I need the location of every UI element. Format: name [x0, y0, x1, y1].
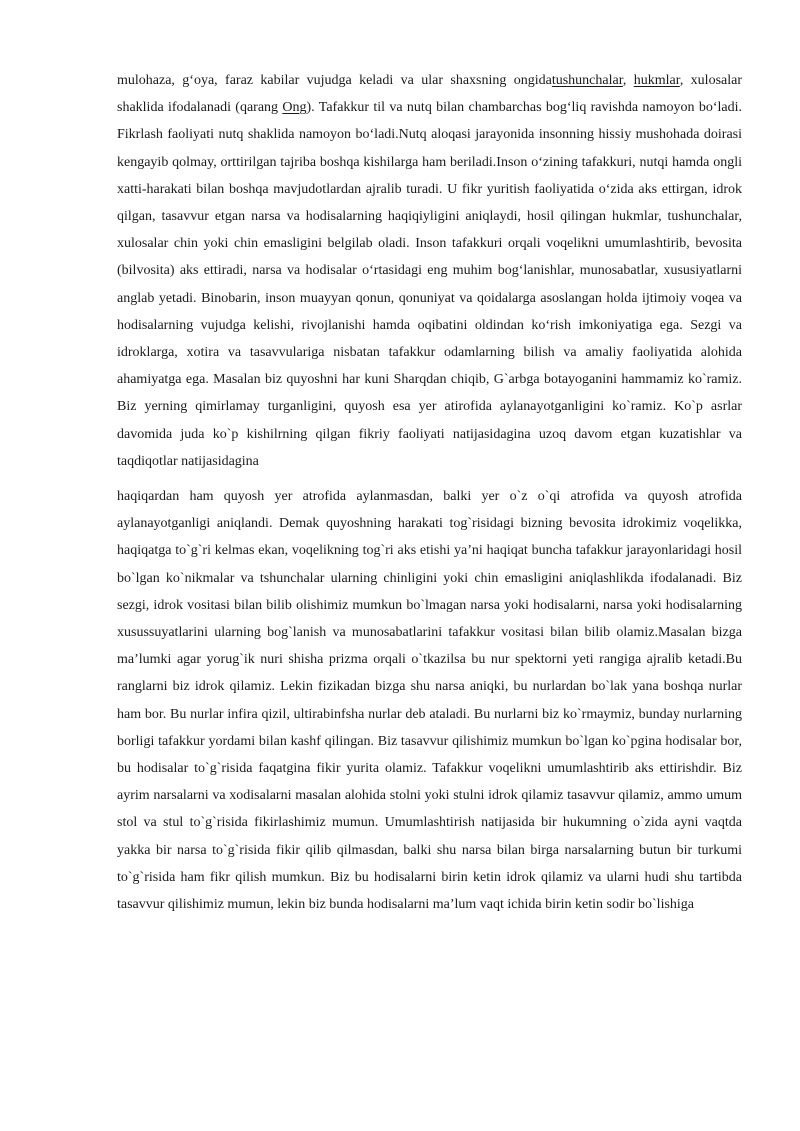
paragraph-1-text-start: mulohaza, g‘oya, faraz kabilar vujudga keladi va ular shaxsning ongida: [117, 73, 552, 88]
document-page: [117, 67, 742, 918]
link-tushunchalar[interactable]: tushunchalar: [551, 73, 623, 88]
paragraph-1-text-mid: , xulosalar shaklida ifodalanadi (qarang: [117, 73, 742, 116]
link-hukmlar[interactable]: hukmlar: [633, 73, 680, 88]
separator-comma: ,: [622, 73, 634, 88]
paragraph-1-text-rest: ). Tafakkur til va nutq bilan chambarchas bog‘liq ravishda namoyon bo‘ladi. Fikrlash faoliyati nutq shaklida namoyon bo‘ladi.Nutq aloqasi jarayonida insonning hissiy mushohada doirasi kengayib qolmay, orttirilgan tajriba boshqa kishilarga ham beriladi.Inson o‘zining tafakkuri, nutqi hamda ongli xatti-harakati bilan boshqa mavjudotlardan ajralib turadi. U fikr yuritish faoliyatida o‘zida aks ettirgan, idrok qilgan, tasavvur etgan narsa va hodisalarning haqiqiyligini aniqlaydi, hosil qilingan hukmlar, tushunchalar, xulosalar chin yoki chin emasligini belgilab oladi. Inson tafakkuri orqali voqelikni umumlashtirib, bevosita (bilvosita) aks ettiradi, narsa va hodisalar o‘rtasidagi eng muhim bog‘lanishlar, munosabatlar, xususiyatlarni anglab yetadi. Binobarin, inson muayyan qonun, qonuniyat va qoidalarga asoslangan holda ijtimoiy voqea va hodisalarning vujudga kelishi, rivojlanishi hamda oqibatini oldindan ko‘rish imkoniyatiga ega. Sezgi va idroklarga, xotira va tasavvulariga nisbatan tafakkur odamlarning bilish va amaliy faoliyatida alohida ahamiyatga ega. Masalan biz quyoshni har kuni Sharqdan chiqib, G`arbga botayoganini hammamiz ko`ramiz. Biz yerning qimirlamay turganligini, quyosh esa yer atirofida aylanayotganligini ko`ramiz. Ko`p asrlar davomida juda ko`p kishilrning qilgan fikriy faoliyati natijasidagina uzoq davom etgan kuzatishlar va taqdiqotlar natijasidagina: [117, 100, 742, 469]
paragraph-2: haqiqardan ham quyosh yer atrofida aylanmasdan, balki yer o`z o`qi atrofida va quyosh atrofida aylanayotganligi aniqlandi. Demak quyoshning harakati tog`risidagi bizning bevosita idrokimiz voqelikka, haqiqatga to`g`ri kelmas ekan, voqelikning tog`ri aks etishi ya’ni haqiqat buncha tafakkur jarayonlaridagi hosil bo`lgan ko`nikmalar va tshunchalar ularning chinligini yoki chin emasligini aniqlashlikda ifodalanadi. Biz sezgi, idrok vositasi bilan bilib olishimiz mumkun bo`lmagan narsa yoki hodisalarni, narsa yoki hodisalarning xusussuyatlarini ularning bog`lanish va munosabatlarini tafakkur vositasi bilan bilib olamiz.Masalan bizga ma’lumki agar yorug`ik nuri shisha prizma orqali o`tkazilsa bu nur spektorni yeti rangiga ajralib ketadi.Bu ranglarni biz idrok qilamiz. Lekin fizikadan bizga shu narsa aniqki, bu nurlardan bo`lak yana boshqa nurlar ham bor. Bu nurlar infira qizil, ultirabinfsha nurlar deb ataladi. Bu nurlarni biz ko`rmaymiz, bunday nurlarning borligi tafakkur yordami bilan kashf qilingan. Biz tasavvur qilishimiz mumkun bo`lgan ko`pgina hodisalar bor, bu hodisalar to`g`risida faqatgina fikir yurita olamiz. Tafakkur voqelikni umumlashtirib aks ettirishdir. Biz ayrim narsalarni va xodisalarni masalan alohida stolni yoki stulni idrok qilamiz tasavvur qilamiz, ammo umum stol va stul to`g`risida fikirlashimiz mumun. Umumlashtirish natijasida bir hukumning o`zida ayni vaqtda yakka bir narsa to`g`risida fikir qilib qilmasdan, balki shu narsa bilan birga narsalarning butun bir turkumi to`g`risida ham fikr qilish mumkun. Biz bu hodisalarni birin ketin idrok qilamiz va ularni hudi shu tartibda tasavvur qilishimiz mumun, lekin biz bunda hodisalarni ma’lum vaqt ichida birin ketin sodir bo`lishiga: [117, 489, 742, 913]
link-ong[interactable]: Ong: [282, 100, 307, 116]
paragraph-1: [117, 67, 742, 475]
